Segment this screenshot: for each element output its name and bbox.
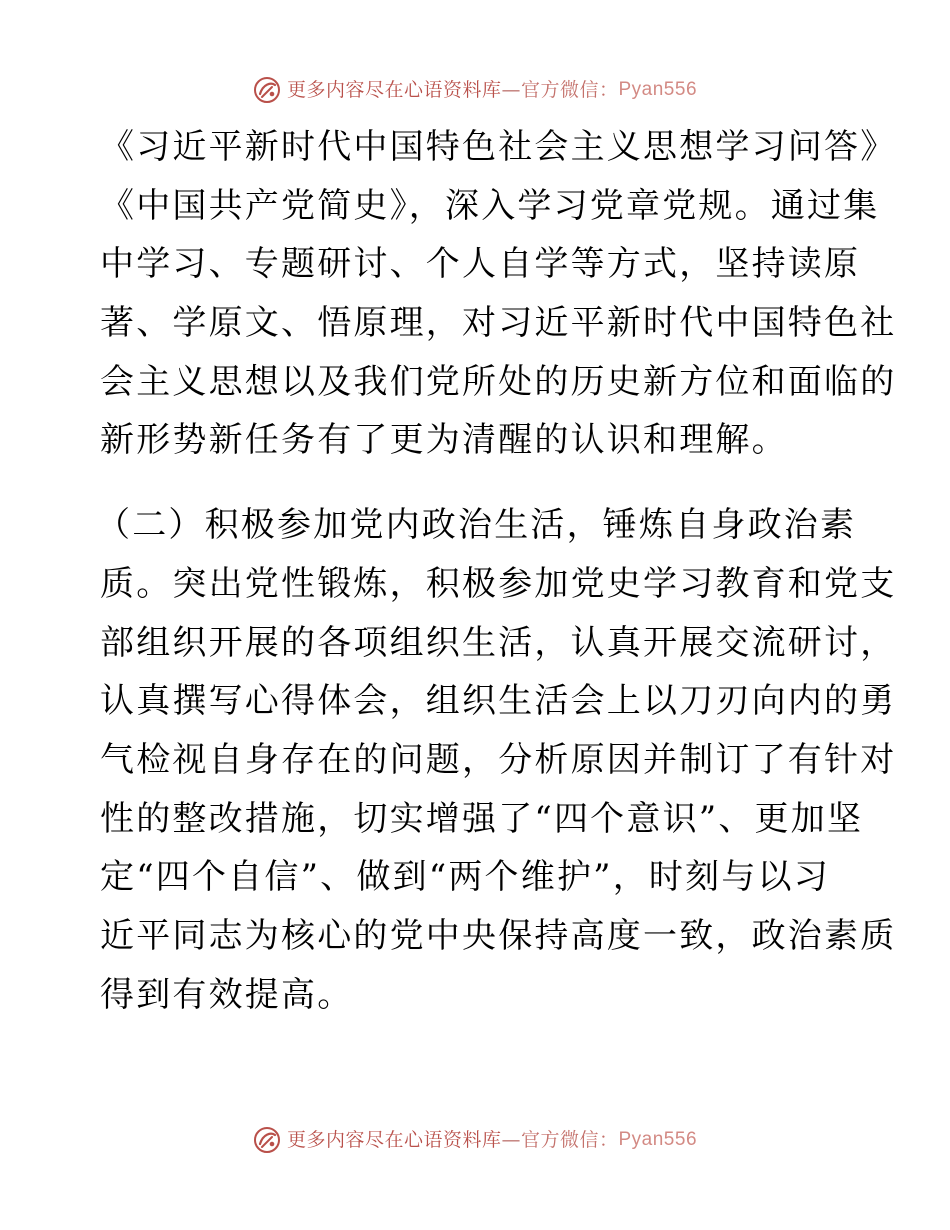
paragraph-2 xyxy=(96,496,897,1024)
text-line: 定“四个自信”、做到“两个维护”，时刻与以习 xyxy=(100,857,830,898)
text-line: 新形势新任务有了更为清醒的认识和理解。 xyxy=(100,420,788,461)
document-body xyxy=(96,118,897,1024)
watermark-sub-text: 官方微信： xyxy=(520,79,619,101)
text-line: 中学习、专题研讨、个人自学等方式，坚持读原 xyxy=(100,244,861,285)
text-line: 近平同志为核心的党中央保持高度一致，政治素质 xyxy=(100,915,897,956)
watermark-brand-id: Pyan556 xyxy=(618,1129,698,1150)
brand-logo-icon xyxy=(253,1126,281,1154)
watermark-dash: — xyxy=(501,79,521,101)
watermark-main-text: 更多内容尽在心语资料库 xyxy=(286,79,502,101)
text-line: 《习近平新时代中国特色社会主义思想学习问答》 xyxy=(100,127,897,167)
text-line: 《中国共产党简史》，深入学习党章党规。通过集 xyxy=(100,185,880,226)
text-line: 著、学原文、悟原理，对习近平新时代中国特色社 xyxy=(100,303,897,344)
brand-logo-icon xyxy=(253,76,281,104)
text-line: 会主义思想以及我们党所处的历史新方位和面临的 xyxy=(100,361,897,402)
watermark-sub-text: 官方微信： xyxy=(520,1129,619,1151)
text-line: 性的整改措施，切实增强了“四个意识”、更加坚 xyxy=(100,798,864,839)
paragraph-1 xyxy=(100,118,897,470)
watermark-dash: — xyxy=(501,1129,521,1151)
text-line: 部组织开展的各项组织生活，认真开展交流研讨， xyxy=(100,622,897,663)
text-line: 得到有效提高。 xyxy=(100,974,354,1015)
paragraph-spacer xyxy=(100,470,860,496)
header-watermark xyxy=(0,76,950,104)
watermark-brand-id: Pyan556 xyxy=(618,79,698,100)
section-heading-line: （二）积极参加党内政治生活，锤炼自身政治素 xyxy=(96,505,857,546)
footer-watermark xyxy=(0,1126,950,1154)
text-line: 认真撰写心得体会，组织生活会上以刀刃向内的勇 xyxy=(100,681,897,722)
text-line: 气检视自身存在的问题，分析原因并制订了有针对 xyxy=(100,739,897,780)
text-line: 质。突出党性锻炼，积极参加党史学习教育和党支 xyxy=(100,563,897,604)
watermark-main-text: 更多内容尽在心语资料库 xyxy=(286,1129,502,1151)
